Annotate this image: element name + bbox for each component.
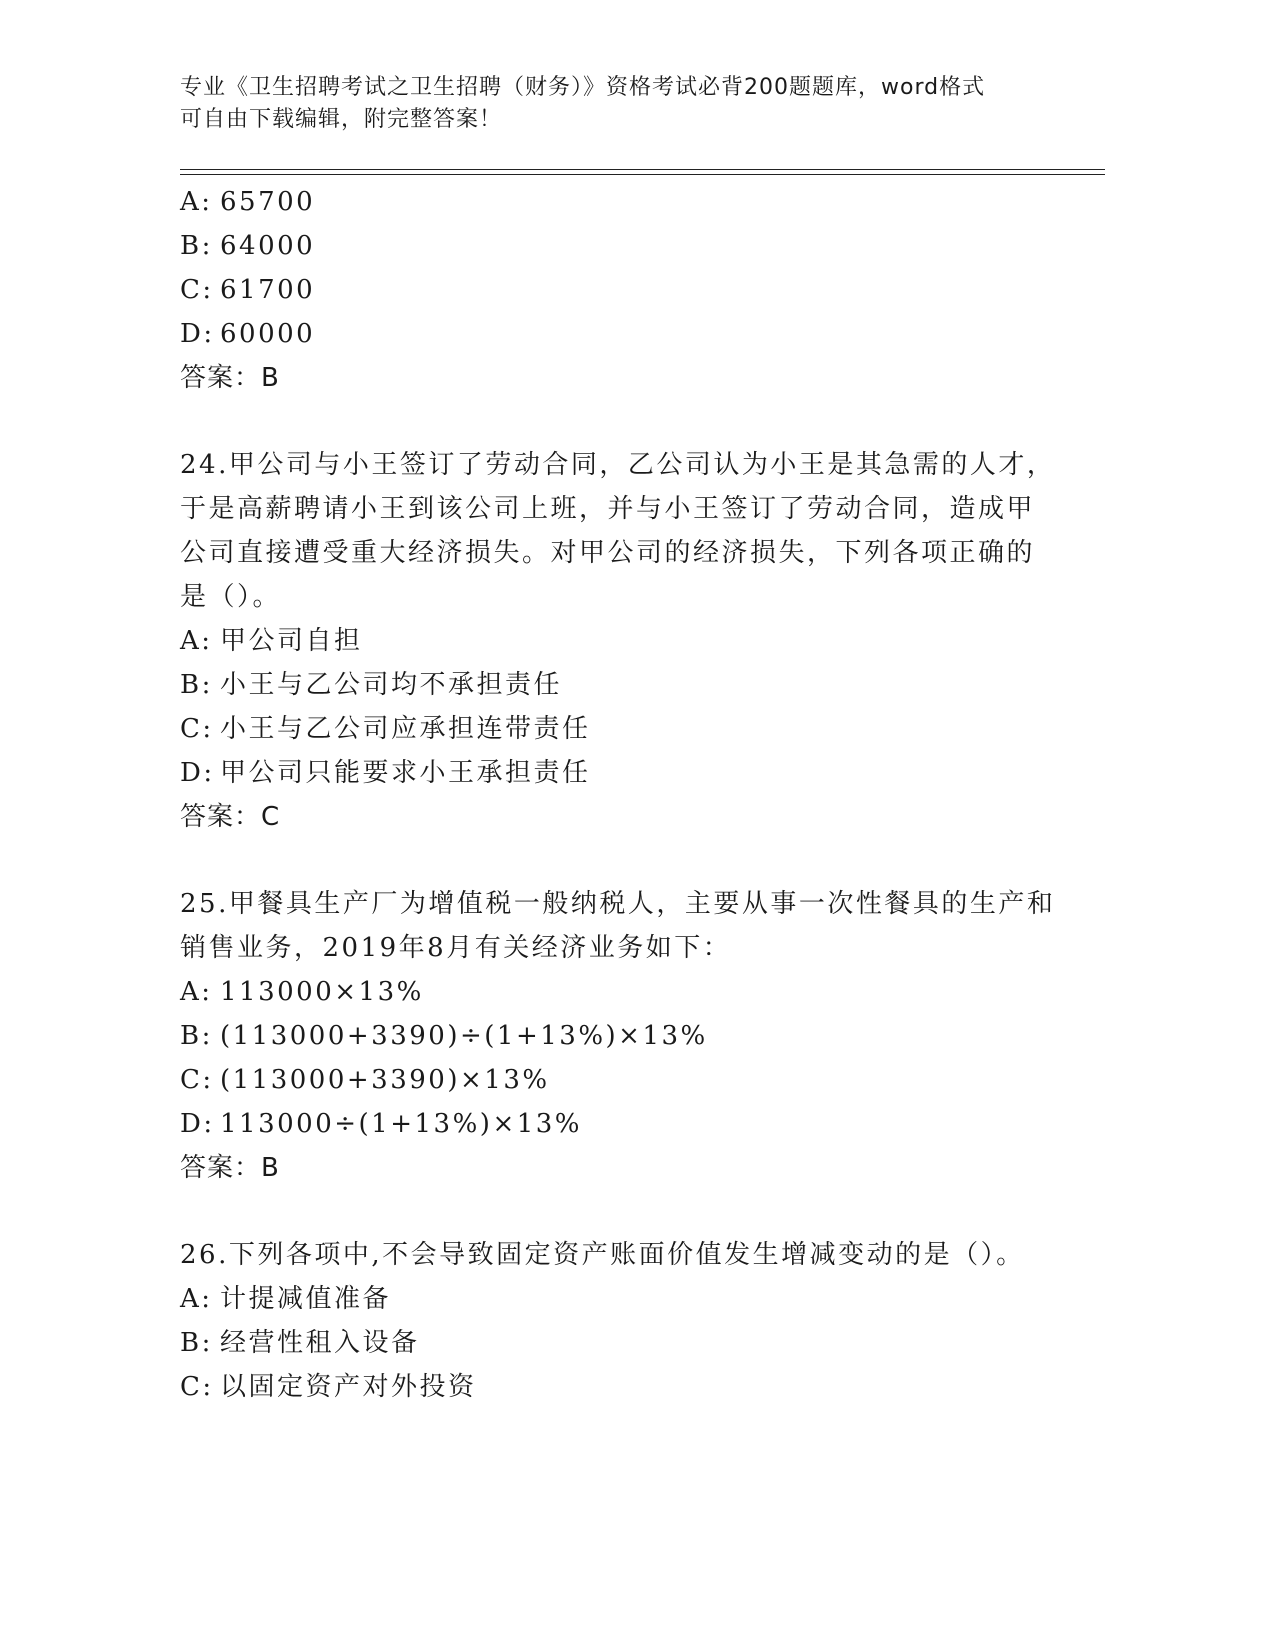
question-stem-line: 24.甲公司与小王签订了劳动合同，乙公司认为小王是其急需的人才， (180, 450, 1056, 480)
option-label: A: (180, 1284, 213, 1314)
option-d (180, 1102, 1080, 1146)
option-label: B: (180, 670, 213, 700)
option-label: C: (180, 1065, 214, 1095)
option-c (180, 707, 1080, 751)
header-divider-bottom (180, 174, 1105, 175)
option-text: 以固定资产对外投资 (220, 1372, 477, 1402)
option-label: D: (180, 758, 215, 788)
option-label: D: (180, 319, 215, 349)
question-spacer (180, 839, 1080, 882)
option-c (180, 268, 1080, 312)
question-stem-line: 26.下列各项中,不会导致固定资产账面价值发生增减变动的是（）。 (180, 1240, 1025, 1270)
option-text: 113000×13% (220, 977, 424, 1007)
option-text: (113000+3390)×13% (220, 1065, 550, 1095)
option-label: A: (180, 977, 213, 1007)
option-text: (113000+3390)÷(1+13%)×13% (220, 1021, 708, 1051)
option-text: 计提减值准备 (220, 1284, 392, 1314)
option-text: 65700 (220, 187, 316, 217)
option-c (180, 1365, 1080, 1409)
question-spacer (180, 400, 1080, 443)
question-stem-line: 于是高薪聘请小王到该公司上班，并与小王签订了劳动合同，造成甲 (180, 494, 1036, 524)
option-text: 64000 (220, 231, 316, 261)
option-text: 60000 (220, 319, 316, 349)
option-label: A: (180, 187, 213, 217)
option-label: B: (180, 1021, 213, 1051)
question-23 (180, 180, 1080, 400)
option-b (180, 663, 1080, 707)
option-label: C: (180, 714, 214, 744)
option-label: B: (180, 231, 213, 261)
question-stem-line: 公司直接遭受重大经济损失。对甲公司的经济损失，下列各项正确的 (180, 538, 1036, 568)
option-a (180, 1277, 1080, 1321)
header-line-2: 可自由下载编辑，附完整答案！ (180, 107, 503, 132)
question-stem-line: 25.甲餐具生产厂为增值税一般纳税人，主要从事一次性餐具的生产和 (180, 889, 1056, 919)
question-26 (180, 1233, 1080, 1409)
option-label: C: (180, 1372, 214, 1402)
question-stem-line: 销售业务，2019年8月有关经济业务如下： (180, 933, 732, 963)
header-line-1: 专业《卫生招聘考试之卫生招聘（财务）》资格考试必背200题题库，word格式 (180, 75, 986, 100)
option-text: 经营性租入设备 (220, 1328, 420, 1358)
option-text: 61700 (220, 275, 316, 305)
header-divider-top (180, 169, 1105, 170)
question-spacer (180, 1190, 1080, 1233)
option-d (180, 751, 1080, 795)
answer-line: 答案：C (180, 802, 281, 832)
document-header (180, 72, 1040, 136)
option-a (180, 180, 1080, 224)
question-stem-line: 是（）。 (180, 582, 282, 612)
option-b (180, 1321, 1080, 1365)
option-text: 小王与乙公司均不承担责任 (220, 670, 563, 700)
option-text: 甲公司自担 (220, 626, 363, 656)
answer-line: 答案：B (180, 363, 280, 393)
option-a (180, 619, 1080, 663)
option-b (180, 1014, 1080, 1058)
option-a (180, 970, 1080, 1014)
option-label: D: (180, 1109, 215, 1139)
question-25 (180, 882, 1080, 1190)
option-text: 小王与乙公司应承担连带责任 (220, 714, 591, 744)
option-label: A: (180, 626, 213, 656)
option-b (180, 224, 1080, 268)
answer-line: 答案：B (180, 1153, 280, 1183)
option-text: 113000÷(1+13%)×13% (220, 1109, 583, 1139)
option-c (180, 1058, 1080, 1102)
option-label: B: (180, 1328, 213, 1358)
option-text: 甲公司只能要求小王承担责任 (220, 758, 591, 788)
question-24 (180, 443, 1080, 839)
question-content (180, 180, 1080, 1409)
option-label: C: (180, 275, 214, 305)
option-d (180, 312, 1080, 356)
